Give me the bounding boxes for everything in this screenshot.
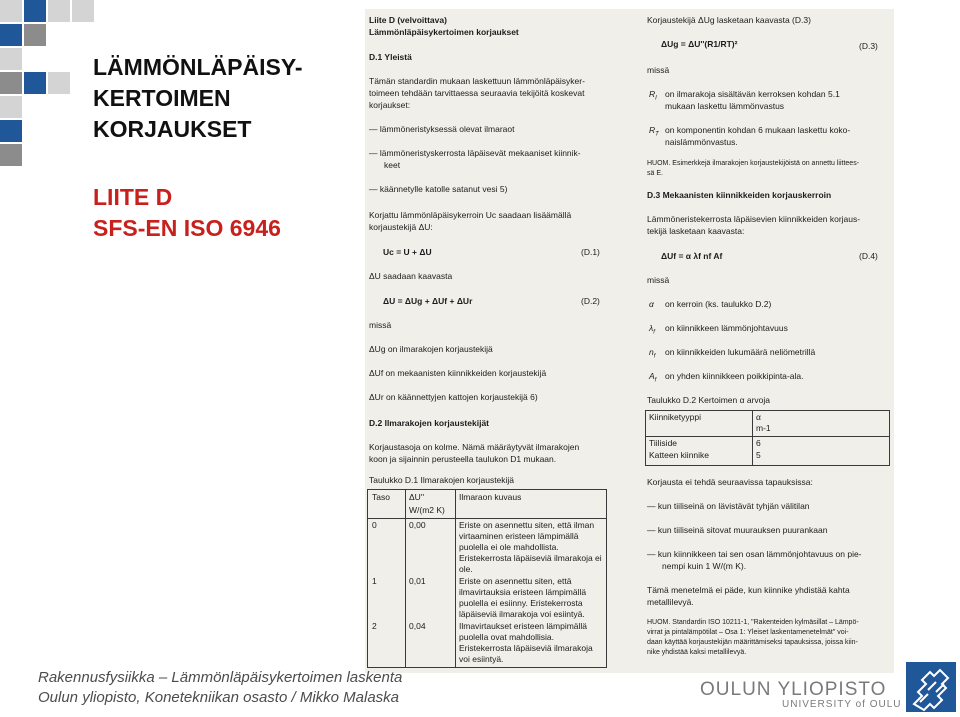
doc-section-heading: D.2 Ilmarakojen korjaustekijät: [369, 418, 489, 428]
deco-square: [24, 24, 46, 46]
university-name: OULUN YLIOPISTO: [700, 679, 887, 700]
doc-equation: Uc = U + ΔU: [383, 247, 432, 257]
doc-annex-title: Lämmönläpäisykertoimen korjaukset: [369, 27, 519, 37]
table-header: Taso: [372, 492, 390, 502]
table-cell: 2: [372, 621, 377, 631]
doc-equation: ΔUg = ΔU''(R1/RT)²: [661, 39, 738, 49]
doc-section-heading: D.3 Mekaanisten kiinnikkeiden korjauskerroin: [647, 190, 832, 200]
slide-title: LÄMMÖNLÄPÄISY- KERTOIMEN KORJAUKSET: [93, 54, 303, 142]
table-cell: 0: [372, 520, 377, 530]
doc-table-d2: [645, 410, 890, 466]
doc-definition: mukaan laskettu lämmönvastus: [665, 101, 785, 111]
doc-symbol: $R_I$: [649, 89, 657, 102]
doc-table-caption: Taulukko D.1 Ilmarakojen korjaustekijä: [369, 475, 515, 485]
doc-note: sä E.: [647, 170, 663, 177]
doc-bullet: — lämmöneristyskerrosta läpäisevät mekaaniset kiinnik-: [369, 148, 581, 158]
doc-equation: ΔUf = α λf nf Af: [661, 251, 723, 261]
table-cell: Tiiliside: [649, 438, 678, 448]
table-cell: 0,00: [409, 520, 426, 530]
doc-bullet: nempi kuin 1 W/(m K).: [662, 561, 747, 571]
table-cell: Eriste on asennettu siten, että ilman virtaaminen eristeen lämpimällä puolella ei ole mahdollista. Eristekerrosta läpäiseviä ilmarakoja ei ole.: [459, 520, 602, 574]
scanned-standard-page: [365, 9, 894, 673]
doc-bullet: — kun tiiliseinä on lävistävät tyhjän välitilan: [647, 501, 810, 511]
footer-course: Rakennusfysiikka – Lämmönläpäisykertoimen laskenta: [38, 669, 403, 686]
deco-square: [48, 72, 70, 94]
doc-paragraph: missä: [647, 65, 670, 75]
doc-paragraph: missä: [369, 320, 392, 330]
doc-definition: ΔUf on mekaanisten kiinnikkeiden korjaustekijä: [369, 368, 547, 378]
footer-author: Oulun yliopisto, Konetekniikan osasto / Mikko Malaska: [38, 689, 400, 706]
doc-definition: on kiinnikkeiden lukumäärä neliömetrillä: [665, 347, 816, 357]
deco-square: [0, 144, 22, 166]
doc-paragraph: missä: [647, 275, 670, 285]
doc-note: HUOM. Standardin ISO 10211-1, "Rakenteiden kylmäsillat – Lämpö-: [647, 619, 859, 626]
doc-paragraph: Korjattu lämmönläpäisykerroin Uc saadaan lisäämällä: [369, 210, 572, 220]
doc-paragraph: korjaukset:: [369, 100, 411, 110]
doc-section-heading: D.1 Yleistä: [369, 52, 412, 62]
doc-definition: on yhden kiinnikkeen poikkipinta-ala.: [665, 371, 804, 381]
table-cell: 1: [372, 576, 377, 586]
doc-paragraph: Lämmöneristekerrosta läpäisevien kiinnikkeiden korjaus-: [647, 214, 861, 224]
doc-table-d1: [367, 489, 607, 668]
doc-symbol: $\lambda_f$: [649, 323, 655, 336]
deco-square: [24, 72, 46, 94]
doc-equation: ΔU = ΔUg + ΔUf + ΔUr: [383, 296, 473, 306]
deco-square: [0, 0, 22, 22]
doc-definition: on ilmarakoja sisältävän kerroksen kohdan 5.1: [665, 89, 840, 99]
slide-subtitle: LIITE D SFS-EN ISO 6946: [93, 184, 281, 241]
doc-paragraph: koon ja sijainnin perusteella taulukon D1 mukaan.: [369, 454, 557, 464]
table-header: Kiinniketyyppi: [649, 412, 701, 422]
doc-definition: on komponentin kohdan 6 mukaan laskettu koko-: [665, 125, 851, 135]
deco-square: [0, 96, 22, 118]
table-cell: 6: [756, 438, 761, 448]
table-header-unit: W/(m2 K): [409, 505, 445, 515]
doc-annex-heading: Liite D (velvoittava): [369, 15, 447, 25]
doc-paragraph: Korjaustasoja on kolme. Nämä määräytyvät ilmarakojen: [369, 442, 580, 452]
doc-paragraph: toimeen tehdään tarvittaessa seuraavia tekijöitä koskevat: [369, 88, 585, 98]
university-logo-icon: [906, 662, 956, 712]
doc-symbol: $n_f$: [649, 347, 656, 360]
doc-definition: naislämmönvastus.: [665, 137, 738, 147]
doc-note: daan käyttää korjaustekijän määrittämiseksi tapauksissa, joissa kiin-: [647, 639, 858, 646]
doc-definition: on kiinnikkeen lämmönjohtavuus: [665, 323, 788, 333]
table-header-unit: m-1: [756, 423, 771, 433]
table-cell: Eriste on asennettu siten, että ilmavirtauksia eristeen lämpimällä puolella ei esiinny. Eristekerrosta läpäiseviä ilmarakoja voi esiintyä.: [459, 576, 587, 619]
doc-equation-number: (D.2): [581, 296, 600, 306]
table-cell: 0,01: [409, 576, 426, 586]
doc-note: virrat ja pintalämpötilat – Osa 1: Yleiset laskentamenetelmät" voi-: [647, 629, 849, 636]
deco-square: [72, 0, 94, 22]
doc-bullet: keet: [384, 160, 401, 170]
deco-square: [0, 24, 22, 46]
doc-paragraph: tekijä lasketaan kaavasta:: [647, 226, 745, 236]
doc-definition: ΔUg on ilmarakojen korjaustekijä: [369, 344, 493, 354]
deco-square: [0, 120, 22, 142]
deco-square: [0, 72, 22, 94]
doc-bullet: — käännetylle katolle satanut vesi 5): [369, 184, 508, 194]
doc-definition: ΔUr on käännettyjen kattojen korjaustekijä 6): [369, 392, 538, 402]
table-cell: Katteen kiinnike: [649, 450, 710, 460]
doc-bullet: — lämmöneristyksessä olevat ilmaraot: [369, 124, 515, 134]
table-cell: 0,04: [409, 621, 426, 631]
doc-equation-number: (D.1): [581, 247, 600, 257]
table-header: Ilmaraon kuvaus: [459, 492, 522, 502]
doc-bullet: — kun tiiliseinä sitovat muurauksen puurankaan: [647, 525, 828, 535]
table-header: α: [756, 412, 761, 422]
doc-paragraph: metallilevyä.: [647, 597, 694, 607]
doc-symbol: $A_f$: [649, 371, 657, 384]
doc-definition: on kerroin (ks. taulukko D.2): [665, 299, 772, 309]
doc-note: HUOM. Esimerkkejä ilmarakojen korjaustekijöistä on annettu liittees-: [647, 160, 860, 167]
doc-paragraph: Korjaustekijä ΔUg lasketaan kaavasta (D.3): [647, 15, 811, 25]
doc-table-caption: Taulukko D.2 Kertoimen α arvoja: [647, 395, 771, 405]
university-name-en: UNIVERSITY of OULU: [782, 699, 902, 710]
deco-square: [24, 0, 46, 22]
doc-symbol: α: [649, 299, 654, 309]
doc-paragraph: Tämä menetelmä ei päde, kun kiinnike yhdistää kahta: [647, 585, 850, 595]
doc-paragraph: Korjausta ei tehdä seuraavissa tapauksissa:: [647, 477, 813, 487]
doc-note: nike yhdistää kaksi metallilevyä.: [647, 649, 747, 656]
doc-paragraph: Tämän standardin mukaan laskettuun lämmönläpäisyker-: [369, 76, 585, 86]
table-cell: 5: [756, 450, 761, 460]
doc-paragraph: korjaustekijä ΔU:: [369, 222, 433, 232]
table-header: ΔU'': [409, 492, 425, 502]
doc-symbol: $R_T$: [649, 125, 659, 138]
deco-square: [0, 48, 22, 70]
doc-bullet: — kun kiinnikkeen tai sen osan lämmönjohtavuus on pie-: [647, 549, 862, 559]
doc-equation-number: (D.3): [859, 41, 878, 51]
table-cell: Ilmavirtaukset eristeen lämpimällä puolella ovat mahdollisia. Eristekerrosta läpäiseviä ilmarakoja voi esiintyä.: [459, 621, 593, 664]
doc-equation-number: (D.4): [859, 251, 878, 261]
doc-paragraph: ΔU saadaan kaavasta: [369, 271, 453, 281]
deco-square: [48, 0, 70, 22]
